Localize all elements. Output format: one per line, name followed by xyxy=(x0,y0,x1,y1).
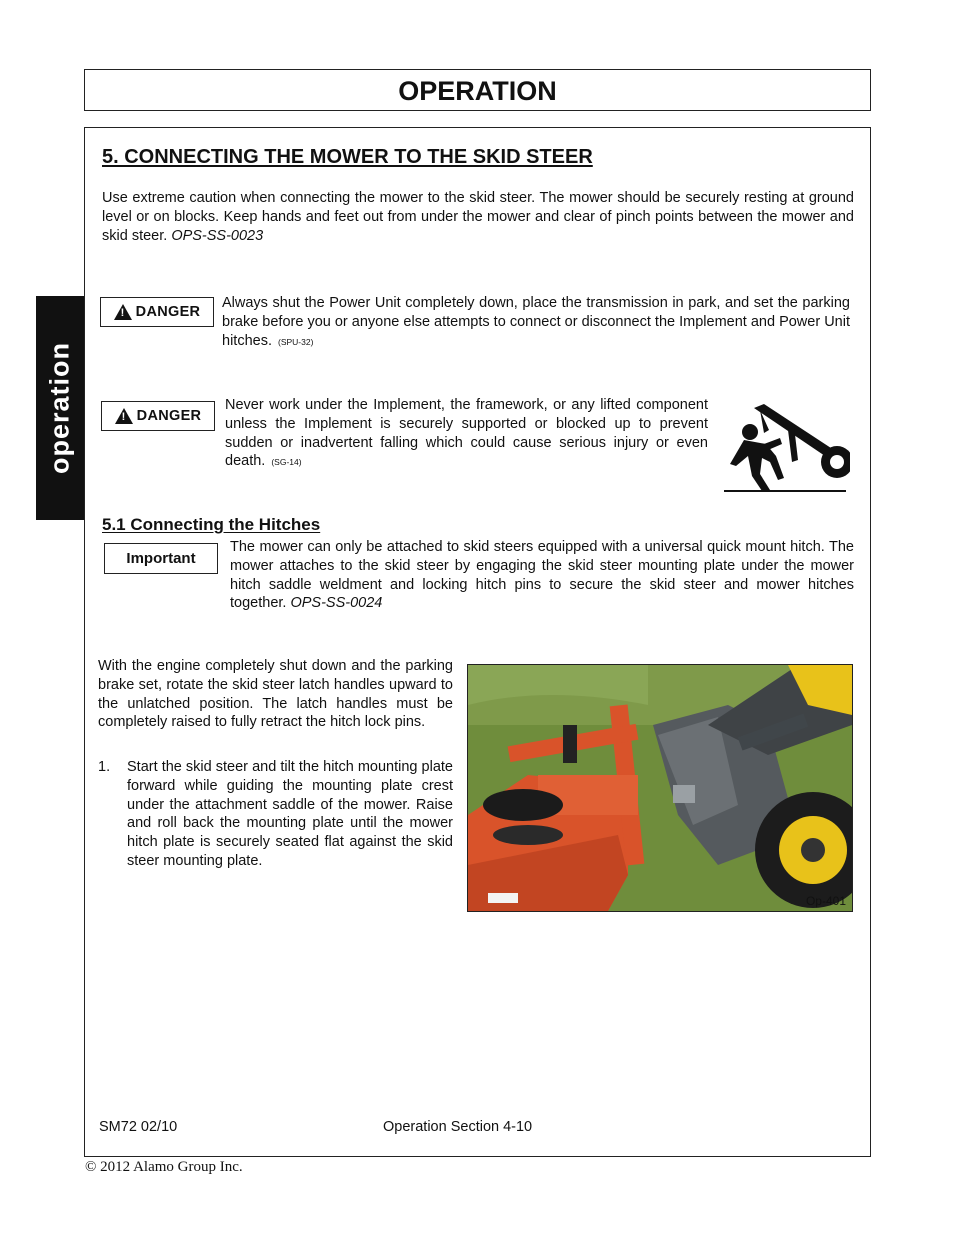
side-tab xyxy=(36,296,84,520)
photo-caption: Op-401 xyxy=(805,894,846,908)
danger-badge xyxy=(101,401,215,431)
side-tab-label: operation xyxy=(44,341,75,475)
intro-paragraph xyxy=(102,189,854,245)
important-label: Important xyxy=(126,550,196,567)
danger-badge xyxy=(100,297,214,327)
danger2-text: Never work under the Implement, the framework, or any lifted component unless the Implement is securely supported or blocked up to prevent sudden or inadvertent falling which could cause serious injury or even death. xyxy=(225,397,708,470)
warning-triangle-icon xyxy=(115,408,133,424)
footer-model: SM72 02/10 xyxy=(99,1119,178,1135)
crush-hazard-icon xyxy=(724,400,850,494)
danger1-paragraph xyxy=(222,294,850,351)
intro-ref: OPS-SS-0023 xyxy=(171,227,264,244)
section-title: 5. CONNECTING THE MOWER TO THE SKID STEER xyxy=(102,146,593,168)
step-1-text: Start the skid steer and tilt the hitch mounting plate forward while guiding the mounting plate crest under the attachment saddle of the mower. Raise and roll back the mounting plate until the mower hitch plate is securely seated flat against the skid steer mounting plate. xyxy=(127,759,453,869)
header-box xyxy=(84,69,871,111)
skid-steer-hitch-illustration xyxy=(468,665,852,911)
important-text: The mower can only be attached to skid steers equipped with a universal quick mount hitch. The mower attaches to the skid steer by engaging the skid steer mounting plate under the mower hitch saddle weldment and locking hitch pins to secure the skid steer and mower hitches together. xyxy=(230,539,854,612)
footer-section: Operation Section 4-10 xyxy=(383,1119,533,1135)
danger1-text: Always shut the Power Unit completely down, place the transmission in park, and set the parking brake before you or anyone else attempts to connect or disconnect the Implement and Power Unit hitches. xyxy=(222,295,850,349)
page-header-title: OPERATION xyxy=(398,76,557,106)
step-1-number: 1. xyxy=(98,759,111,775)
step-1 xyxy=(98,758,453,871)
subsection-title: 5.1 Connecting the Hitches xyxy=(102,515,321,534)
warning-triangle-icon xyxy=(114,304,132,320)
danger-label: DANGER xyxy=(135,304,201,320)
important-paragraph xyxy=(230,538,854,613)
body-paragraph: With the engine completely shut down and the parking brake set, rotate the skid steer latch handles upward to the unlatched position. The latch handles must be completely raised to fully retract the hitch lock pins. xyxy=(98,658,453,731)
danger-label: DANGER xyxy=(136,408,202,424)
important-badge xyxy=(104,543,218,574)
danger1-ref: (SPU-32) xyxy=(277,336,314,347)
intro-text: Use extreme caution when connecting the mower to the skid steer. The mower should be securely resting at ground level or on blocks. Keep hands and feet out from under the mower and clear of pinch points between the mower and skid steer. xyxy=(102,190,854,244)
footer-copyright: © 2012 Alamo Group Inc. xyxy=(85,1159,243,1175)
hitch-photo xyxy=(467,664,853,912)
important-ref: OPS-SS-0024 xyxy=(290,595,383,612)
danger2-ref: (SG-14) xyxy=(271,457,302,468)
main-content-box xyxy=(84,127,871,1157)
danger2-paragraph xyxy=(225,396,708,472)
